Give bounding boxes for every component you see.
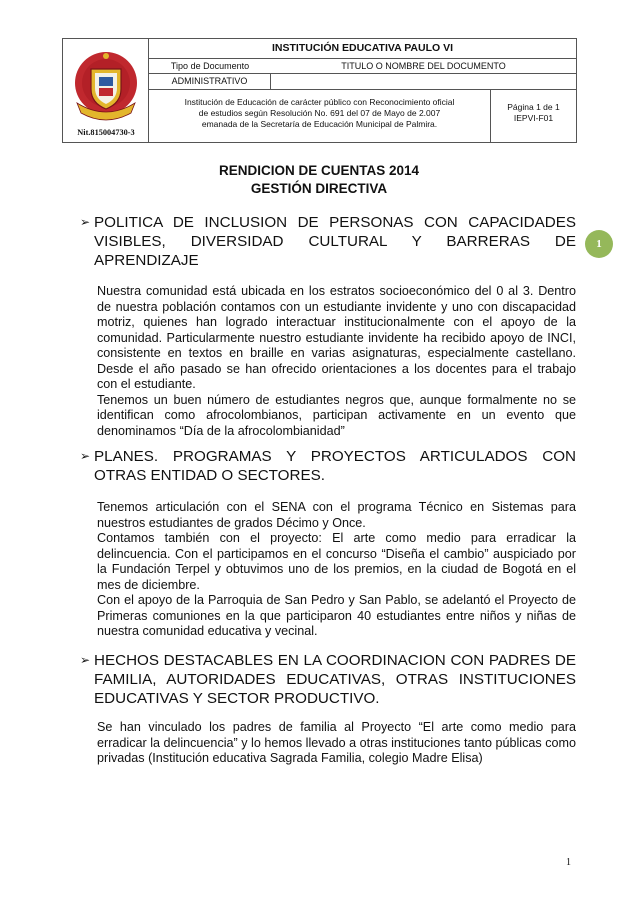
arrow-bullet-icon: ➢ bbox=[80, 653, 91, 667]
arrow-bullet-icon: ➢ bbox=[80, 449, 91, 463]
institution-desc-line: de estudios según Resolución No. 691 del 07 de Mayo de 2.007 bbox=[198, 108, 441, 118]
paragraph: Tenemos articulación con el SENA con el programa Técnico en Sistemas para nuestros estudiantes de grados Décimo y Once. bbox=[97, 500, 576, 530]
footer-page-number: 1 bbox=[566, 857, 571, 868]
institution-logo-icon bbox=[73, 47, 139, 123]
paragraph: Contamos también con el proyecto: El arte como medio para erradicar la delincuencia. Con el participamos en el concurso “Diseña el cambio” auspiciado por la Fundación Terpel y obtuvimos uno de los premios, en la ciudad de Bogotá en el mes de diciembre. bbox=[97, 531, 576, 592]
arrow-bullet-icon: ➢ bbox=[80, 215, 91, 229]
paragraph: Con el apoyo de la Parroquia de San Pedro y San Pablo, se adelantó el Proyecto de Primeras comuniones en la que participaron 40 estudiantes entre niños y niñas de nuestra comunidad educativa y vecinal. bbox=[97, 593, 576, 638]
paragraph: Se han vinculado los padres de familia al Proyecto “El arte como medio para erradicar la delincuencia” y lo hemos llevado a otras instituciones tanto públicas como privadas (Institución educativa Sagrada Familia, colegio Madre Elisa) bbox=[97, 720, 576, 765]
section-heading-text: POLITICA DE INCLUSION DE PERSONAS CON CAPACIDADES VISIBLES, DIVERSIDAD CULTURAL Y BARRERAS DE APRENDIZAJE bbox=[94, 214, 576, 269]
institution-description bbox=[149, 90, 491, 142]
section-heading-text: HECHOS DESTACABLES EN LA COORDINACION CON PADRES DE FAMILIA, AUTORIDADES EDUCATIVAS, OTRAS INSTITUCIONES EDUCATIVAS Y SECTOR PRODUCTIVO. bbox=[94, 652, 576, 707]
institution-desc-line: Institución de Educación de carácter público con Reconocimiento oficial bbox=[184, 97, 455, 107]
institution-name: INSTITUCIÓN EDUCATIVA PAULO VI bbox=[149, 39, 576, 59]
page-info: Página 1 de 1 bbox=[507, 102, 560, 112]
doc-type-value-row bbox=[149, 74, 576, 90]
doc-type-value: ADMINISTRATIVO bbox=[149, 74, 271, 89]
section-body-hechos bbox=[97, 720, 576, 767]
section-body-inclusion bbox=[97, 284, 576, 439]
page-info-cell bbox=[491, 90, 576, 124]
paragraph: Nuestra comunidad está ubicada en los estratos socioeconómico del 0 al 3. Dentro de nuestra población contamos con un estudiante invidente y uno con discapacidad motriz, quienes han logrado interactuar institucionalmente con el apoyo de la comunidad. Particularmente nuestro estudiante invidente ha recibido apoyo de INCI, consistente en textos en braille en varias asignaturas, especialmente castellano. Desde el año pasado se han ofrecido orientaciones a los docentes para el trabajo con el estudiante. bbox=[97, 284, 576, 391]
report-title: RENDICION DE CUENTAS 2014 bbox=[218, 163, 420, 178]
doc-title-label: TITULO O NOMBRE DEL DOCUMENTO bbox=[341, 61, 506, 71]
paragraph: Tenemos un buen número de estudiantes negros que, aunque formalmente no se identifican como afrocolombianos, participan activamente en un evento que denominamos “Día de la afrocolombianidad” bbox=[97, 392, 576, 438]
institution-info-row bbox=[149, 90, 576, 142]
section-heading-inclusion bbox=[80, 213, 576, 270]
report-subtitle: GESTIÓN DIRECTIVA bbox=[250, 181, 388, 196]
section-heading-planes bbox=[80, 447, 576, 485]
section-heading-hechos bbox=[80, 651, 576, 708]
doc-type-label: Tipo de Documento bbox=[170, 61, 250, 71]
logo-cell bbox=[63, 39, 149, 142]
section-body-planes bbox=[97, 500, 576, 640]
doc-type-row bbox=[149, 59, 576, 74]
section-heading-text: PLANES. PROGRAMAS Y PROYECTOS ARTICULADOS CON OTRAS ENTIDAD O SECTORES. bbox=[94, 448, 576, 484]
document-header bbox=[62, 38, 577, 143]
nit-number: Nit.815004730-3 bbox=[77, 128, 135, 137]
institution-desc-line: emanada de la Secretaría de Educación Municipal de Palmira. bbox=[201, 119, 438, 129]
doc-code: IEPVI-F01 bbox=[513, 113, 554, 123]
page-number-badge: 1 bbox=[585, 230, 613, 258]
